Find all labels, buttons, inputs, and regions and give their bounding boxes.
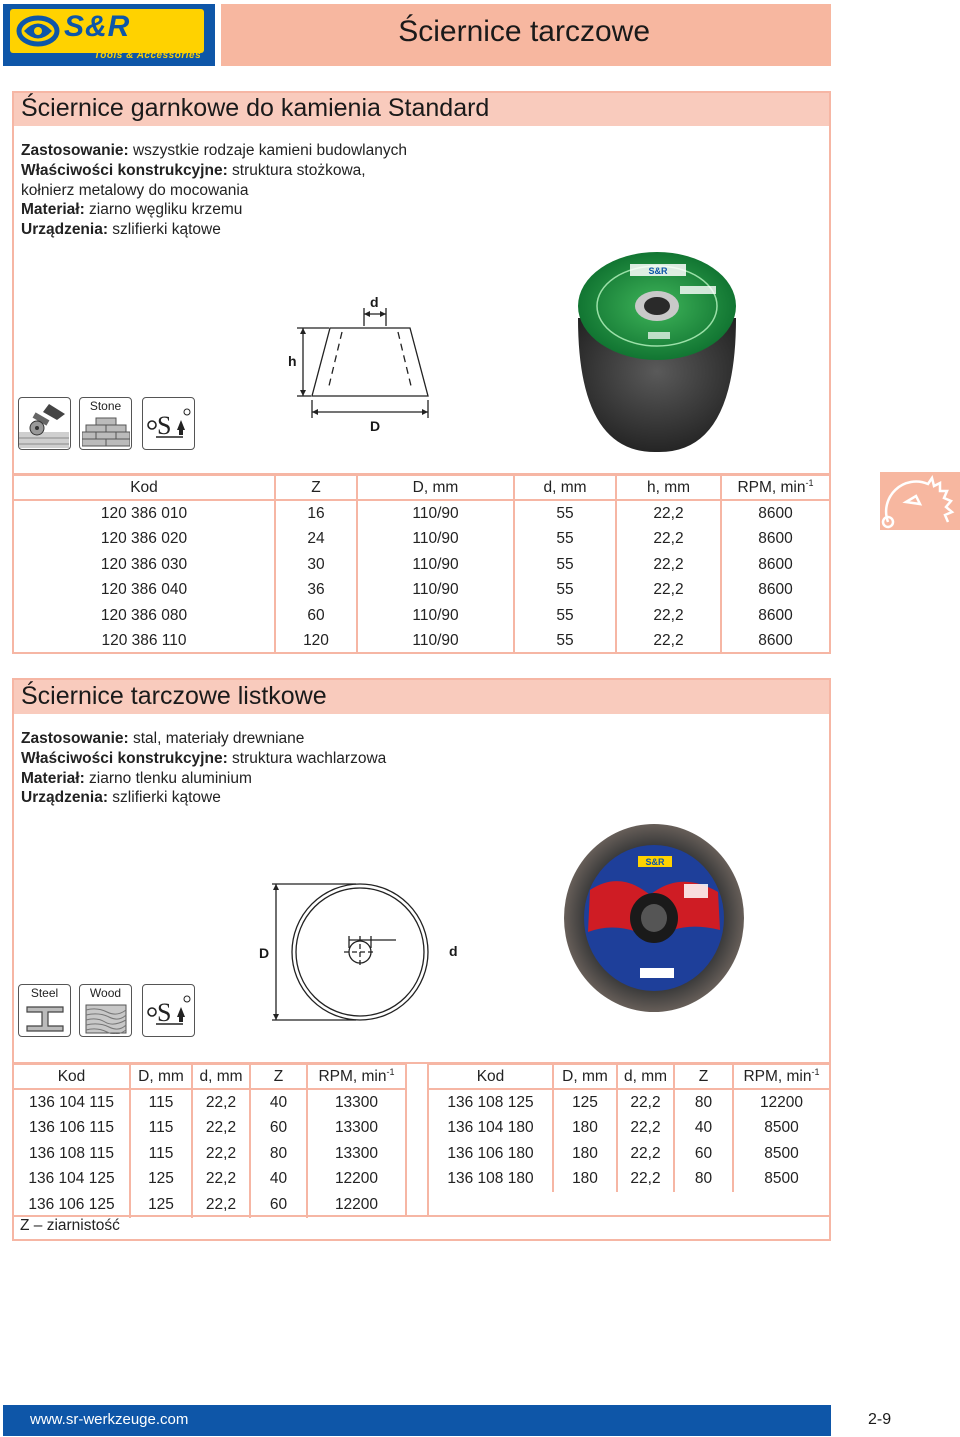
col-kod: Kod: [429, 1065, 553, 1089]
table-cell: 22,2: [616, 629, 721, 655]
col-d: d, mm: [617, 1065, 674, 1089]
table-cell: 115: [130, 1116, 192, 1142]
table-cell: 24: [275, 527, 357, 553]
col-rpm: RPM, $\min^{-1}$: [733, 1065, 829, 1089]
info-line-application: Zastosowanie: wszystkie rodzaje kamieni budowlanych: [21, 142, 407, 159]
brand-tagline: Tools & Accessories: [94, 50, 202, 61]
table-cell: 30: [275, 552, 357, 578]
table-cell: 110/90: [357, 629, 514, 655]
table-cell: 125: [130, 1192, 192, 1218]
info-line-material: Materiał: ziarno tlenku aluminium: [21, 769, 252, 787]
section2-info: [21, 729, 386, 808]
cup-wheel-brand-label: S&R: [648, 266, 668, 276]
table-cell: 22,2: [617, 1116, 674, 1142]
table-row: [429, 1089, 829, 1116]
table-cell: 22,2: [192, 1141, 250, 1167]
table-cell: 125: [553, 1089, 617, 1116]
table-cell: 12200: [334, 1170, 379, 1188]
wood-icon-label: Wood: [89, 986, 122, 1000]
table-row: [14, 500, 829, 527]
table-cell: 60: [674, 1141, 733, 1167]
safety-certification-icon: [142, 984, 195, 1037]
col-D: D, mm: [553, 1065, 617, 1089]
table-cell: 80: [250, 1141, 307, 1167]
table-row: [14, 552, 829, 578]
table-cell: 136 106 180: [429, 1141, 553, 1167]
table-cell: 55: [514, 629, 616, 655]
table-cell: 22,2: [616, 500, 721, 527]
table-cell: 110/90: [357, 527, 514, 553]
col-kod: Kod: [14, 476, 275, 500]
section1-info: [21, 141, 407, 240]
table-row: [14, 1167, 405, 1193]
table-cell: 180: [553, 1167, 617, 1193]
svg-text:S: S: [157, 411, 172, 440]
col-rpm: RPM, $\min^{-1}$: [307, 1065, 405, 1089]
stone-icon-label: Stone: [89, 399, 122, 413]
section2-title: Ściernice tarczowe listkowe: [21, 682, 327, 710]
col-z: Z: [250, 1065, 307, 1089]
table-cell: 136 108 180: [429, 1167, 553, 1193]
info-line-construction: Właściwości konstrukcyjne: struktura stożkowa,: [21, 161, 366, 179]
diagram-d-label: d: [370, 294, 379, 310]
table-row: [14, 578, 829, 604]
table-cell: 8600: [758, 504, 793, 522]
info-line-construction: Właściwości konstrukcyjne: struktura wachlarzowa: [21, 749, 387, 767]
table-cell: 40: [250, 1089, 307, 1116]
section1-title: Ściernice garnkowe do kamienia Standard: [21, 94, 490, 122]
table-cell: 13300: [334, 1119, 379, 1137]
col-z: Z: [674, 1065, 733, 1089]
table-cell: 136 104 125: [14, 1167, 130, 1193]
table-cell: 22,2: [192, 1192, 250, 1218]
angle-grinder-icon: [18, 397, 71, 450]
steel-icon: [18, 984, 71, 1037]
table-cell: 13300: [334, 1144, 379, 1162]
table-cell: 110/90: [357, 552, 514, 578]
diagram-D-label: D: [259, 945, 270, 961]
table-row: [14, 1116, 405, 1142]
table-cell: 8600: [758, 632, 793, 650]
table-row: [14, 1192, 405, 1218]
table-cell: 8600: [758, 581, 793, 599]
note-frame: [12, 1215, 831, 1241]
page-title: Ściernice tarczowe: [398, 15, 650, 48]
table-cell: 8600: [758, 530, 793, 548]
table-cell: 115: [130, 1141, 192, 1167]
wood-icon: [79, 984, 132, 1037]
table-cell: 180: [553, 1116, 617, 1142]
table-cell: 16: [275, 500, 357, 527]
table-cell: 136 104 180: [429, 1116, 553, 1142]
flap-disc-brand-label: S&R: [645, 857, 665, 867]
table-cell: 13300: [334, 1093, 379, 1111]
safety-certification-icon: [142, 397, 195, 450]
table-cell: 55: [514, 500, 616, 527]
table-header-row: [429, 1065, 829, 1089]
table-cell: 120 386 110: [14, 629, 275, 655]
table-row: [14, 603, 829, 629]
cup-wheel-product-image: [572, 248, 742, 454]
table-cell: 120 386 030: [14, 552, 275, 578]
footer-url-link[interactable]: www.sr-werkzeuge.com: [30, 1411, 189, 1428]
table-cell: 136 108 125: [429, 1089, 553, 1116]
brand-name: S&R: [64, 10, 131, 43]
table-cell: 55: [514, 527, 616, 553]
table-cell: 110/90: [357, 603, 514, 629]
table-cell: 8500: [764, 1144, 799, 1162]
info-line-construction-cont: kołnierz metalowy do mocowania: [21, 181, 249, 199]
section2-left-spec-table: [14, 1065, 405, 1218]
table-cell: 80: [674, 1089, 733, 1116]
info-line-application: Zastosowanie: stal, materiały drewniane: [21, 730, 305, 747]
info-line-material: Materiał: ziarno węgliku krzemu: [21, 201, 243, 219]
cup-wheel-diagram: [272, 290, 452, 440]
table-cell: 12200: [759, 1093, 804, 1111]
table-cell: 36: [275, 578, 357, 604]
table-cell: 136 106 125: [14, 1192, 130, 1218]
table-cell: 180: [553, 1141, 617, 1167]
table-cell: 120 386 010: [14, 500, 275, 527]
diagram-d-label: d: [449, 943, 458, 959]
table-cell: 22,2: [192, 1116, 250, 1142]
table-cell: 40: [674, 1116, 733, 1142]
col-d: d, mm: [514, 476, 616, 500]
col-rpm: RPM, $\min^{-1}$: [721, 476, 829, 500]
table-row: [14, 1141, 405, 1167]
table-cell: 120 386 020: [14, 527, 275, 553]
stone-icon: [79, 397, 132, 450]
table-cell: 120 386 040: [14, 578, 275, 604]
svg-text:S: S: [157, 998, 172, 1027]
col-D: D, mm: [130, 1065, 192, 1089]
table-row: [429, 1141, 829, 1167]
table-cell: 22,2: [617, 1089, 674, 1116]
table-row: [14, 629, 829, 655]
table-cell: 60: [250, 1116, 307, 1142]
col-z: Z: [275, 476, 357, 500]
table-cell: 60: [250, 1192, 307, 1218]
section2-right-spec-table: [429, 1065, 829, 1192]
table-cell: 136 106 115: [14, 1116, 130, 1142]
table-header-row: [14, 1065, 405, 1089]
diagram-h-label: h: [288, 353, 297, 369]
table-cell: 136 108 115: [14, 1141, 130, 1167]
table-cell: 110/90: [357, 578, 514, 604]
table-cell: 55: [514, 603, 616, 629]
flap-disc-product-image: [560, 820, 748, 1016]
table-cell: 8600: [758, 606, 793, 624]
table-cell: 22,2: [616, 527, 721, 553]
table-cell: 60: [275, 603, 357, 629]
table-cell: 22,2: [616, 603, 721, 629]
page-number: 2-9: [868, 1411, 892, 1428]
col-h: h, mm: [616, 476, 721, 500]
col-kod: Kod: [14, 1065, 130, 1089]
table-cell: 55: [514, 552, 616, 578]
table-row: [14, 527, 829, 553]
table-cell: 22,2: [617, 1167, 674, 1193]
table-row: [429, 1116, 829, 1142]
table-cell: 22,2: [617, 1141, 674, 1167]
table-cell: 110/90: [357, 500, 514, 527]
table-header-row: [14, 476, 829, 500]
table-cell: 40: [250, 1167, 307, 1193]
table-cell: 115: [130, 1089, 192, 1116]
table-cell: 8500: [764, 1170, 799, 1188]
table-cell: 22,2: [616, 552, 721, 578]
saw-blade-tab-icon: [880, 472, 960, 530]
table-row: [429, 1167, 829, 1193]
table-cell: 55: [514, 578, 616, 604]
info-line-devices: Urządzenia: szlifierki kątowe: [21, 789, 221, 807]
table-cell: 80: [674, 1167, 733, 1193]
info-line-devices: Urządzenia: szlifierki kątowe: [21, 221, 221, 239]
table-cell: 22,2: [192, 1167, 250, 1193]
grit-note: Z – ziarnistość: [20, 1217, 120, 1234]
table-cell: 22,2: [616, 578, 721, 604]
diagram-D-label: D: [370, 418, 381, 434]
table-cell: 120: [275, 629, 357, 655]
table-cell: 22,2: [192, 1089, 250, 1116]
table-cell: 12200: [334, 1195, 379, 1213]
brand-swirl-icon: [16, 14, 60, 48]
flap-disc-diagram: [266, 880, 446, 1044]
table-cell: 8500: [764, 1119, 799, 1137]
table-cell: 8600: [758, 555, 793, 573]
table-cell: 125: [130, 1167, 192, 1193]
table-row: [14, 1089, 405, 1116]
section1-spec-table: [14, 476, 829, 654]
table-cell: 120 386 080: [14, 603, 275, 629]
table-cell: 136 104 115: [14, 1089, 130, 1116]
col-d: d, mm: [192, 1065, 250, 1089]
col-D: D, mm: [357, 476, 514, 500]
steel-icon-label: Steel: [30, 986, 59, 1000]
